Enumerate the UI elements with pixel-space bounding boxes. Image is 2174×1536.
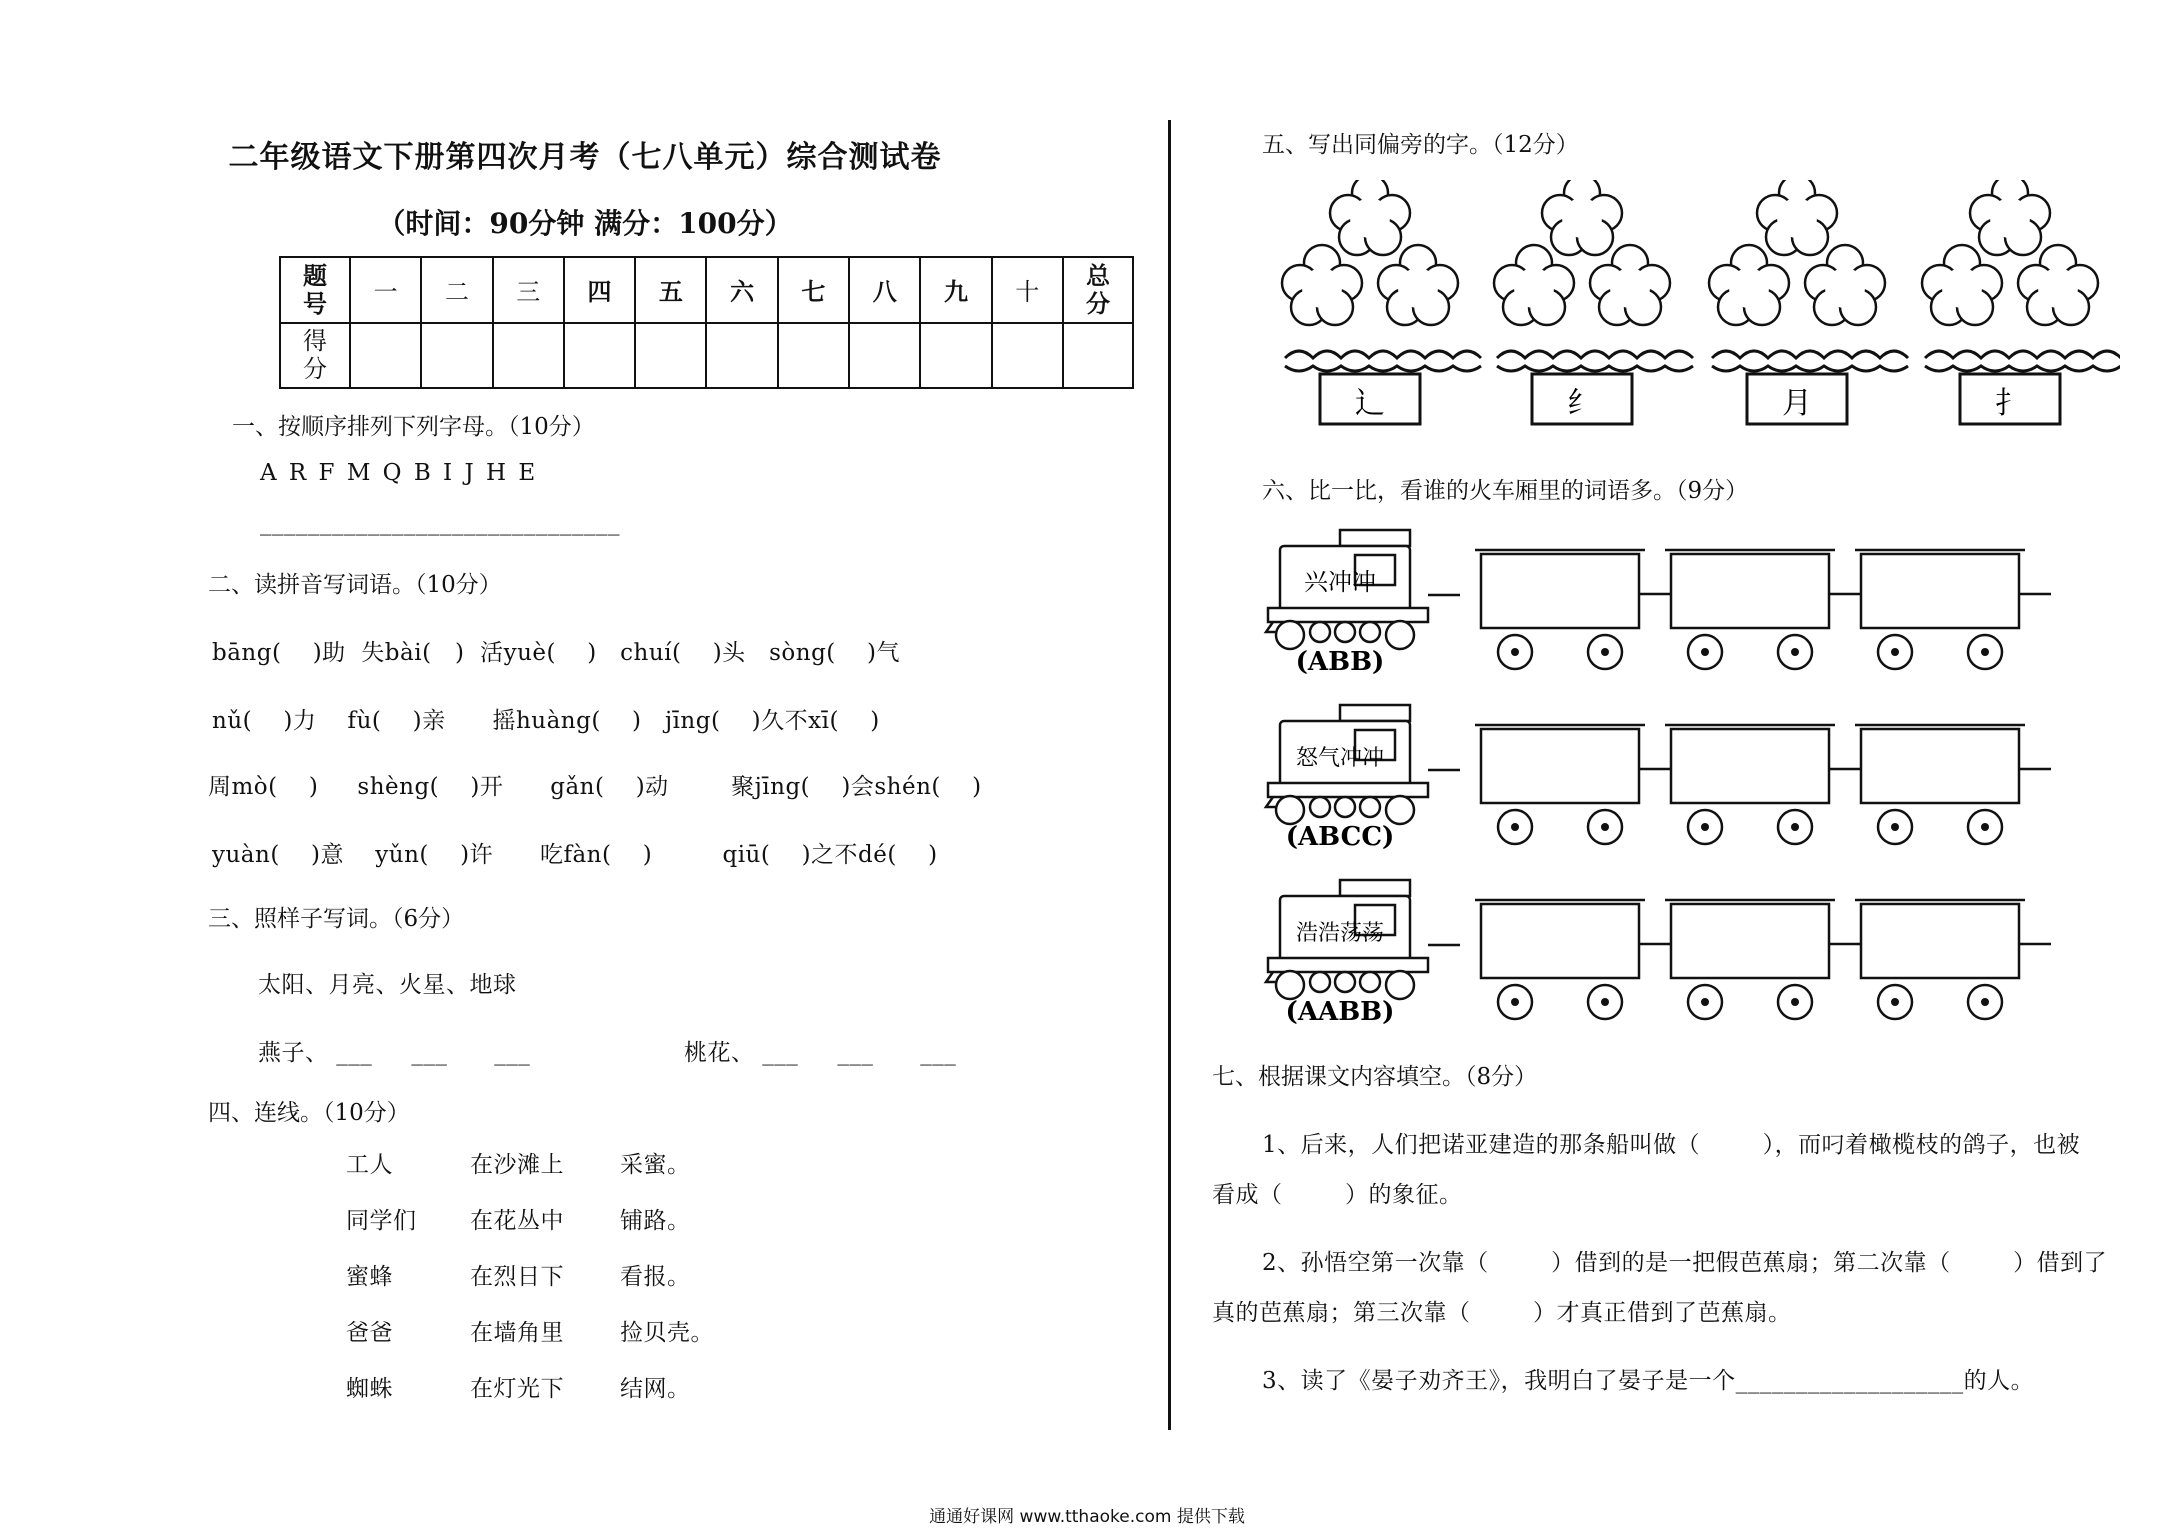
q6-heading: 六、比一比，看谁的火车厢里的词语多。（9分）: [1262, 478, 1749, 504]
train-2-pattern: (ABCC): [1285, 822, 1395, 852]
train-1-word: 兴冲冲: [1304, 568, 1376, 596]
q4-place[interactable]: 在烈日下: [470, 1264, 564, 1290]
q4-subject[interactable]: 蜜蜂: [346, 1264, 393, 1290]
footer-source: 通通好课网 www.tthaoke.com 提供下载: [929, 1507, 1245, 1527]
train-3-pattern: (AABB): [1285, 997, 1395, 1027]
q4-action[interactable]: 采蜜。: [620, 1152, 691, 1178]
q3-line-2[interactable]: 桃花、 ___ ___ ___: [684, 1040, 957, 1066]
score-col-3: 三: [493, 257, 564, 323]
q4-place[interactable]: 在沙滩上: [470, 1152, 564, 1178]
score-cell[interactable]: [920, 323, 991, 389]
q3-example: 太阳、月亮、火星、地球: [258, 972, 517, 998]
score-table-score-row: [280, 323, 1133, 389]
q4-place[interactable]: 在墙角里: [470, 1320, 564, 1346]
train-3: [1266, 880, 2051, 1027]
q5-radical: 辶: [1355, 386, 1385, 421]
score-cell[interactable]: [421, 323, 492, 389]
q7-item2-line1: 2、孙悟空第一次靠（ ）借到的是一把假芭蕉扇；第二次靠（ ）借到了: [1262, 1250, 2108, 1276]
score-cell[interactable]: [778, 323, 849, 389]
score-cell[interactable]: [493, 323, 564, 389]
score-cell[interactable]: [635, 323, 706, 389]
q7-item1-line2: 看成（ ）的象征。: [1212, 1182, 1463, 1208]
exam-subtitle: （时间：90分钟 满分：100分）: [377, 207, 793, 240]
q5-radical: 月: [1782, 386, 1812, 421]
q2-heading: 二、读拼音写词语。（10分）: [208, 572, 502, 598]
q7-heading: 七、根据课文内容填空。（8分）: [1212, 1064, 1538, 1090]
q2-line-3: 周mò( ) shèng( )开 gǎn( )动 聚jīng( )会shén( ): [208, 774, 982, 800]
q2-line-4: yuàn( )意 yǔn( )许 吃fàn( ) qiū( )之不dé( ): [212, 842, 938, 868]
q4-action[interactable]: 看报。: [620, 1264, 691, 1290]
score-table-row2-label: 得 分: [280, 323, 350, 389]
score-table: [279, 256, 1134, 389]
q5-flower-figures: [1270, 180, 2120, 440]
q4-subject[interactable]: 工人: [346, 1152, 393, 1178]
train-1: [1266, 530, 2051, 677]
q4-heading: 四、连线。（10分）: [208, 1100, 410, 1126]
score-cell[interactable]: [849, 323, 920, 389]
q4-place[interactable]: 在灯光下: [470, 1376, 564, 1402]
column-divider: [1168, 120, 1171, 1430]
q1-letters: A R F M Q B I J H E: [260, 460, 536, 486]
q4-action[interactable]: 铺路。: [620, 1208, 691, 1234]
q7-item3: 3、读了《晏子劝齐王》，我明白了晏子是一个___________________的人。: [1262, 1368, 2035, 1394]
q4-subject[interactable]: 蜘蛛: [346, 1376, 393, 1402]
score-col-2: 二: [421, 257, 492, 323]
train-2-word: 怒气冲冲: [1295, 746, 1385, 771]
score-cell[interactable]: [350, 323, 421, 389]
exam-title: 二年级语文下册第四次月考（七八单元）综合测试卷: [228, 140, 942, 175]
train-2: [1266, 705, 2051, 852]
score-col-8: 八: [849, 257, 920, 323]
score-table-header-row: [280, 257, 1133, 323]
q2-line-2: nǔ( )力 fù( )亲 摇huàng( ) jīng( )久不xī( ): [212, 708, 880, 734]
q6-trains: [1260, 520, 2060, 1040]
score-col-4: 四: [564, 257, 635, 323]
score-cell[interactable]: [1063, 323, 1133, 389]
q3-line-1[interactable]: 燕子、 ___ ___ ___: [258, 1040, 531, 1066]
q4-action[interactable]: 结网。: [620, 1376, 691, 1402]
score-col-6: 六: [706, 257, 777, 323]
q1-heading: 一、按顺序排列下列字母。（10分）: [232, 414, 595, 440]
score-table-row1-label: 题 号: [280, 257, 350, 323]
q5-radical: 纟: [1567, 386, 1597, 421]
q4-place[interactable]: 在花丛中: [470, 1208, 564, 1234]
score-cell[interactable]: [706, 323, 777, 389]
q5-heading: 五、写出同偏旁的字。（12分）: [1262, 132, 1579, 158]
score-cell[interactable]: [564, 323, 635, 389]
score-table-total-label: 总 分: [1063, 257, 1133, 323]
score-col-7: 七: [778, 257, 849, 323]
score-col-9: 九: [920, 257, 991, 323]
train-1-pattern: (ABB): [1295, 647, 1385, 677]
q7-item2-line2: 真的芭蕉扇；第三次靠（ ）才真正借到了芭蕉扇。: [1212, 1300, 1792, 1326]
score-cell[interactable]: [992, 323, 1063, 389]
q4-action[interactable]: 捡贝壳。: [620, 1320, 714, 1346]
score-col-5: 五: [635, 257, 706, 323]
q2-line-1: bāng( )助 失bài( ) 活yuè( ) chuí( )头 sòng( )气: [212, 640, 900, 666]
q1-answer-line[interactable]: ______________________________: [260, 510, 620, 536]
q7-item1-line1: 1、后来，人们把诺亚建造的那条船叫做（ ），而叼着橄榄枝的鸽子，也被: [1262, 1132, 2081, 1158]
q4-subject[interactable]: 同学们: [346, 1208, 417, 1234]
train-3-word: 浩浩荡荡: [1295, 921, 1385, 946]
q3-heading: 三、照样子写词。（6分）: [208, 906, 465, 932]
q5-radical: 扌: [1995, 386, 2025, 421]
score-col-1: 一: [350, 257, 421, 323]
score-col-10: 十: [992, 257, 1063, 323]
q4-subject[interactable]: 爸爸: [346, 1320, 393, 1346]
